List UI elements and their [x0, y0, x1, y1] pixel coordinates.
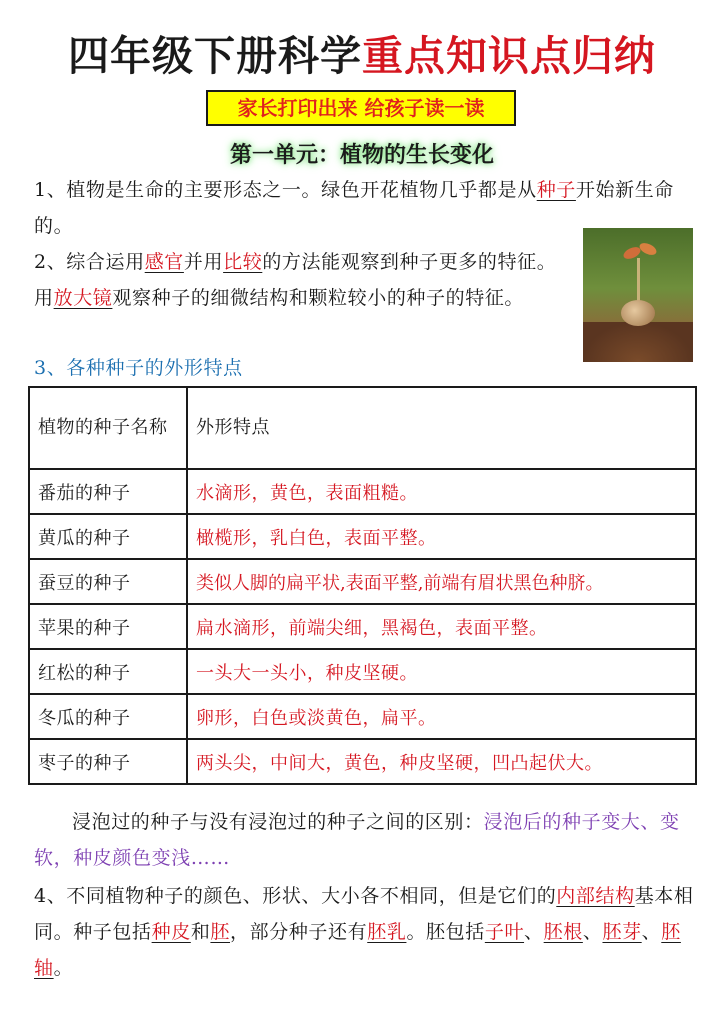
p2-text-a: 2、综合运用 [34, 251, 145, 273]
p2-text-d: 观察种子的细微结构和颗粒较小的种子的特征。 [112, 287, 525, 309]
keyword-endosperm: 胚乳 [367, 921, 407, 943]
paragraph-2 [34, 244, 574, 316]
header-plant-seed: 植物的种子名称 [29, 387, 187, 469]
seed-name: 黄瓜的种子 [29, 514, 187, 559]
soak-paragraph [34, 804, 694, 876]
seed-feature: 水滴形，黄色，表面粗糙。 [187, 469, 696, 514]
table-row [29, 559, 696, 604]
keyword-seed: 种子 [536, 179, 576, 201]
p4-sep-1: 、 [524, 921, 544, 943]
table-row [29, 604, 696, 649]
soak-text-b: 浸泡后的种子变大、变软，种皮颜色变浅…… [34, 811, 680, 869]
title-red: 重点知识点归纳 [362, 32, 656, 80]
seed-feature: 扁水滴形，前端尖细，黑褐色，表面平整。 [187, 604, 696, 649]
seed-name: 枣子的种子 [29, 739, 187, 784]
section-3-heading: 3、各种种子的外形特点 [34, 357, 243, 379]
p4-text-end: 。 [53, 957, 74, 979]
print-banner: 家长打印出来 给孩子读一读 [206, 90, 516, 126]
soak-text-a: 浸泡过的种子与没有浸泡过的种子之间的区别： [72, 811, 484, 833]
p1-text-a: 1、植物是生命的主要形态之一。绿色开花植物几乎都是从 [34, 179, 537, 201]
seed-feature: 类似人脚的扁平状,表面平整,前端有眉状黑色种脐。 [187, 559, 696, 604]
page-title [0, 28, 724, 84]
p4-text-e: 。胚包括 [406, 921, 485, 943]
keyword-seed-coat: 种皮 [151, 921, 191, 943]
seed-name: 番茄的种子 [29, 469, 187, 514]
keyword-hypocotyl: 胚轴 [34, 921, 681, 979]
keyword-embryo: 胚 [210, 921, 231, 943]
p4-sep-2: 、 [582, 921, 603, 943]
keyword-radicle: 胚根 [543, 921, 583, 943]
seed-feature: 两头尖，中间大，黄色，种皮坚硬，凹凸起伏大。 [187, 739, 696, 784]
table-header-row [29, 387, 696, 469]
table-row [29, 739, 696, 784]
keyword-magnifier: 放大镜 [53, 287, 113, 309]
p2-text-b: 并用 [183, 251, 224, 273]
keyword-cotyledon: 子叶 [484, 921, 525, 943]
keyword-compare: 比较 [223, 251, 263, 273]
seed-name: 冬瓜的种子 [29, 694, 187, 739]
p4-text-a: 4、不同植物种子的颜色、形状、大小各不相同，但是它们的 [34, 885, 557, 907]
keyword-plumule: 胚芽 [602, 921, 642, 943]
keyword-senses: 感官 [144, 251, 184, 273]
keyword-internal-structure: 内部结构 [556, 885, 635, 907]
seed-name: 苹果的种子 [29, 604, 187, 649]
p1-text-b: 开始新生命的。 [34, 179, 674, 237]
table-row [29, 694, 696, 739]
paragraph-4 [34, 878, 694, 986]
p4-sep-3: 、 [641, 921, 662, 943]
table-row [29, 469, 696, 514]
p4-text-d: ，部分种子还有 [230, 921, 368, 943]
title-black: 四年级下册科学 [68, 32, 362, 80]
seed-shape-table [28, 386, 697, 785]
seed-name: 红松的种子 [29, 649, 187, 694]
seed-feature: 橄榄形，乳白色，表面平整。 [187, 514, 696, 559]
p2-text-c: 的方法能观察到种子更多的特征。用 [34, 251, 557, 309]
unit-heading: 第一单元：植物的生长变化 [229, 142, 494, 168]
table-row [29, 514, 696, 559]
p4-text-b: 基本相同。种子包括 [34, 885, 694, 943]
seedling-photo [583, 228, 693, 362]
seed-feature: 一头大一头小，种皮坚硬。 [187, 649, 696, 694]
seed-name: 蚕豆的种子 [29, 559, 187, 604]
p4-text-c: 和 [190, 921, 211, 943]
table-row [29, 649, 696, 694]
header-shape: 外形特点 [187, 387, 696, 469]
seed-feature: 卵形，白色或淡黄色，扁平。 [187, 694, 696, 739]
